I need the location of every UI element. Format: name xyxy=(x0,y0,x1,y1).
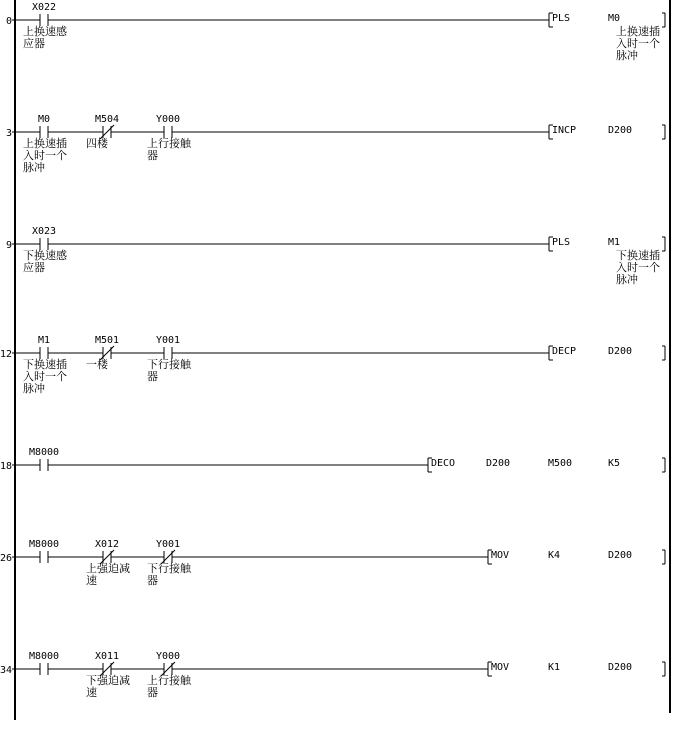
instruction-opcode: MOV xyxy=(491,550,510,561)
contact-normally-open[interactable] xyxy=(15,226,67,274)
instruction-operand: D200 xyxy=(608,550,633,561)
contact-normally-open[interactable] xyxy=(111,335,192,383)
instruction-operand: D200 xyxy=(608,125,633,136)
operand-comment: 入时一个 xyxy=(616,37,660,50)
device-label: X012 xyxy=(94,539,120,550)
contact-comment: 上行接触 xyxy=(147,137,191,150)
contact-comment: 器 xyxy=(147,574,158,587)
device-label: M8000 xyxy=(28,447,60,458)
contact-comment: 器 xyxy=(147,370,158,383)
rung[interactable] xyxy=(0,335,665,395)
contact-comment: 一楼 xyxy=(86,358,108,371)
device-label: M504 xyxy=(94,114,120,125)
contact-normally-open[interactable] xyxy=(15,335,67,395)
device-label: M501 xyxy=(94,335,120,346)
device-label: Y001 xyxy=(155,335,181,346)
contact-normally-open[interactable] xyxy=(15,114,67,174)
contact-comment: 四楼 xyxy=(86,137,108,150)
instruction-opcode: PLS xyxy=(552,13,571,24)
operand-comment: 上换速插 xyxy=(616,25,660,38)
contact-comment: 下行接触 xyxy=(147,358,191,371)
instruction-block[interactable] xyxy=(549,237,665,286)
contact-comment: 应器 xyxy=(23,37,45,50)
step-number: 26 xyxy=(0,553,12,564)
rung[interactable] xyxy=(0,447,665,472)
contact-comment: 脉冲 xyxy=(23,382,45,395)
rung[interactable] xyxy=(6,114,665,174)
step-number: 18 xyxy=(0,461,12,472)
contact-comment: 下行接触 xyxy=(147,562,191,575)
instruction-opcode: INCP xyxy=(552,125,577,136)
instruction-opcode: MOV xyxy=(491,662,510,673)
contact-normally-open[interactable] xyxy=(15,2,67,50)
step-number: 9 xyxy=(5,240,12,251)
contact-comment: 脉冲 xyxy=(23,161,45,174)
contact-comment: 上换速插 xyxy=(23,137,67,150)
contact-comment: 器 xyxy=(147,149,158,162)
operand-comment: 脉冲 xyxy=(616,273,638,286)
contact-comment: 上行接触 xyxy=(147,674,191,687)
step-number: 34 xyxy=(0,665,12,676)
contact-normally-open[interactable] xyxy=(15,539,59,563)
instruction-operand: M500 xyxy=(548,458,573,469)
device-label: Y001 xyxy=(155,539,181,550)
contact-normally-closed[interactable] xyxy=(48,539,130,587)
instruction-operand: D200 xyxy=(486,458,511,469)
contact-comment: 应器 xyxy=(23,261,45,274)
instruction-block[interactable] xyxy=(549,346,665,360)
operand-comment: 脉冲 xyxy=(616,49,638,62)
device-label: Y000 xyxy=(155,114,181,125)
contact-normally-open[interactable] xyxy=(15,651,59,675)
instruction-opcode: DECP xyxy=(552,346,577,357)
contact-comment: 上强迫减 xyxy=(86,562,130,575)
instruction-operand: K4 xyxy=(548,550,561,561)
operand-comment: 入时一个 xyxy=(616,261,660,274)
instruction-block[interactable] xyxy=(549,13,665,62)
rung[interactable] xyxy=(6,2,665,62)
contact-comment: 速 xyxy=(86,574,97,587)
operand-comment: 下换速插 xyxy=(616,249,660,262)
device-label: M1 xyxy=(37,335,51,346)
device-label: X011 xyxy=(94,651,120,662)
instruction-block[interactable] xyxy=(428,458,665,472)
contact-normally-open[interactable] xyxy=(15,447,59,471)
device-label: M8000 xyxy=(28,651,60,662)
contact-comment: 速 xyxy=(86,686,97,699)
device-label: M0 xyxy=(37,114,51,125)
contact-normally-closed[interactable] xyxy=(48,651,130,699)
instruction-opcode: DECO xyxy=(431,458,456,469)
instruction-block[interactable] xyxy=(488,550,665,564)
rungs-layer xyxy=(0,2,665,699)
instruction-operand: M0 xyxy=(608,13,621,24)
device-label: Y000 xyxy=(155,651,181,662)
device-label: X023 xyxy=(31,226,57,237)
instruction-operand: K1 xyxy=(548,662,561,673)
instruction-operand: K5 xyxy=(608,458,621,469)
instruction-operand: D200 xyxy=(608,662,633,673)
contact-comment: 上换速感 xyxy=(23,25,67,38)
contact-comment: 器 xyxy=(147,686,158,699)
step-number: 0 xyxy=(5,16,12,27)
instruction-block[interactable] xyxy=(488,662,665,676)
contact-comment: 下强迫减 xyxy=(86,674,130,687)
instruction-operand: M1 xyxy=(608,237,621,248)
instruction-opcode: PLS xyxy=(552,237,571,248)
rung[interactable] xyxy=(0,651,665,699)
rung[interactable] xyxy=(6,226,665,286)
instruction-block[interactable] xyxy=(549,125,665,139)
rung[interactable] xyxy=(0,539,665,587)
contact-comment: 下换速感 xyxy=(23,249,67,262)
contact-comment: 入时一个 xyxy=(23,149,67,162)
instruction-operand: D200 xyxy=(608,346,633,357)
device-label: M8000 xyxy=(28,539,60,550)
contact-normally-open[interactable] xyxy=(111,114,192,162)
step-number: 3 xyxy=(5,128,12,139)
contact-comment: 下换速插 xyxy=(23,358,67,371)
device-label: X022 xyxy=(31,2,57,13)
contact-comment: 入时一个 xyxy=(23,370,67,383)
step-number: 12 xyxy=(0,349,12,360)
